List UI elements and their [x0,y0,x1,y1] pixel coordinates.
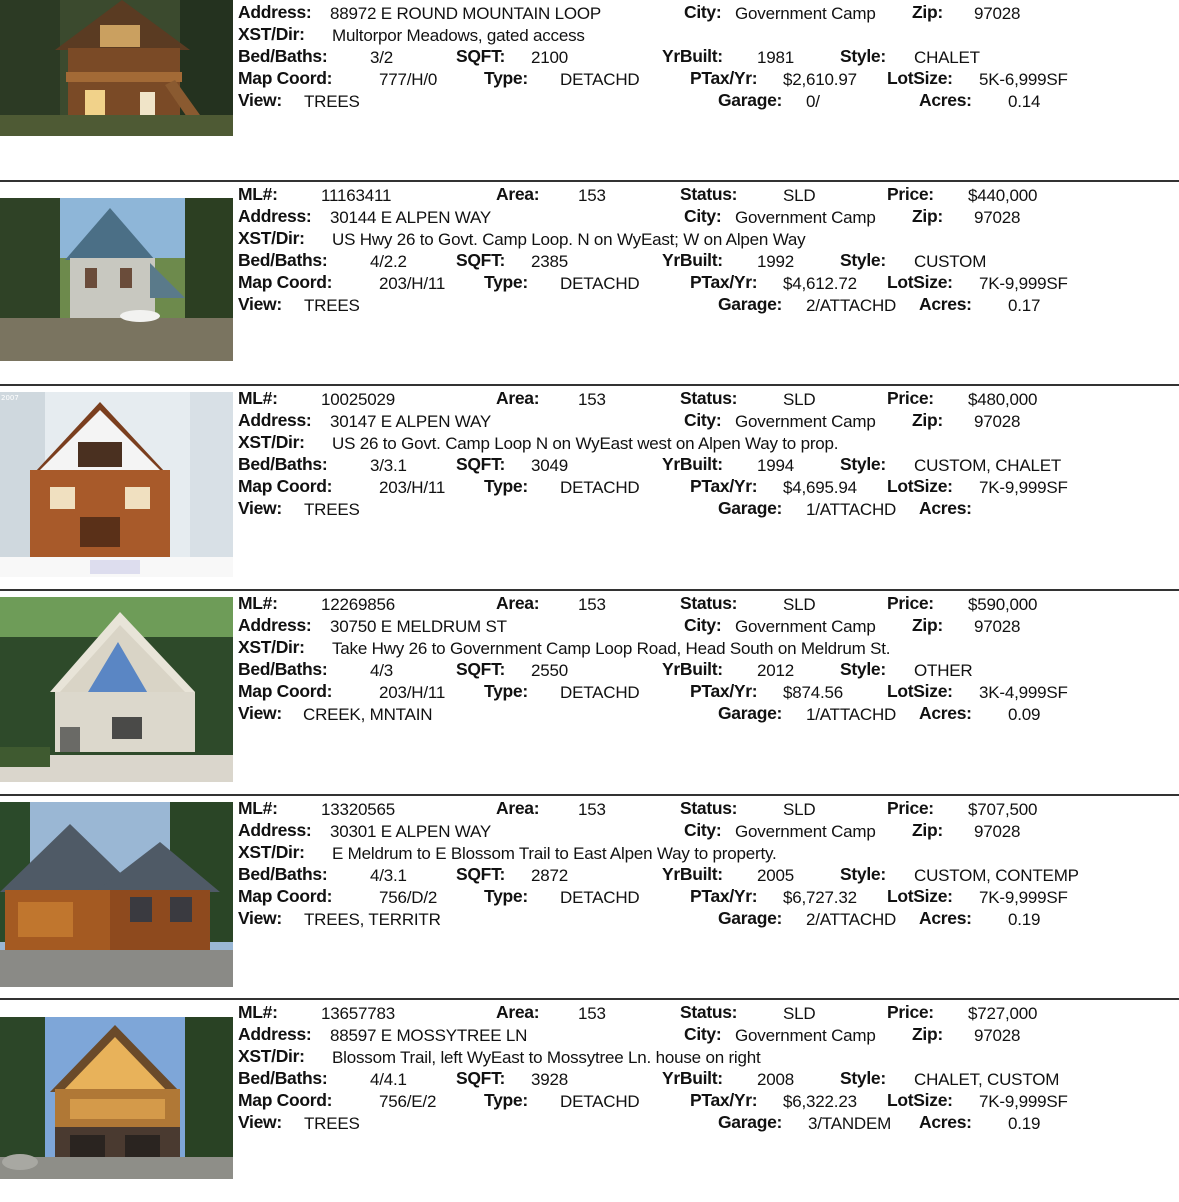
listing-photo[interactable] [0,802,233,987]
address-value: 30301 E ALPEN WAY [330,822,492,841]
price-value: $480,000 [968,390,1038,409]
view-label: View: [238,703,282,723]
yrbuilt-label: YrBuilt: [662,1068,723,1088]
lotsize-value: 7K-9,999SF [979,1092,1068,1111]
bedbaths-value: 4/3.1 [370,866,407,885]
mapcoord-label: Map Coord: [238,68,333,88]
xst-value: Blossom Trail, left WyEast to Mossytree Ln. house on right [332,1048,761,1067]
lotsize-label: LotSize: [887,1090,953,1110]
area-value: 153 [578,1004,606,1023]
mapcoord-value: 203/H/11 [379,274,446,293]
mapcoord-value: 756/D/2 [379,888,438,907]
city-value: Government Camp [735,4,876,23]
yrbuilt-label: YrBuilt: [662,46,723,66]
style-value: CHALET, CUSTOM [914,1070,1060,1089]
view-label: View: [238,294,282,314]
mapcoord-label: Map Coord: [238,1090,333,1110]
yrbuilt-label: YrBuilt: [662,659,723,679]
address-value: 88972 E ROUND MOUNTAIN LOOP [330,4,602,23]
address-value: 30144 E ALPEN WAY [330,208,492,227]
xst-value: US Hwy 26 to Govt. Camp Loop. N on WyEast; W on Alpen Way [332,230,806,249]
ptax-value: $2,610.97 [783,70,857,89]
price-label: Price: [887,388,934,408]
view-value: CREEK, MNTAIN [303,705,433,724]
yrbuilt-label: YrBuilt: [662,454,723,474]
type-label: Type: [484,681,528,701]
ptax-value: $6,727.32 [783,888,857,907]
type-label: Type: [484,476,528,496]
status-value: SLD [783,595,816,614]
zip-label: Zip: [912,206,943,226]
yrbuilt-label: YrBuilt: [662,864,723,884]
type-value: DETACHD [560,1092,640,1111]
house-photo-image [0,198,233,361]
garage-label: Garage: [718,908,783,928]
ml-label: ML#: [238,1002,278,1022]
garage-label: Garage: [718,498,783,518]
zip-value: 97028 [974,4,1021,23]
garage-value: 3/TANDEM [808,1114,892,1133]
acres-value: 0.19 [1008,1114,1041,1133]
listing-4 [0,589,1179,793]
style-label: Style: [840,250,886,270]
listing-divider [0,794,1179,796]
xst-value: E Meldrum to E Blossom Trail to East Alpen Way to property. [332,844,777,863]
listing-6 [0,998,1179,1202]
ptax-label: PTax/Yr: [690,1090,758,1110]
ptax-label: PTax/Yr: [690,68,758,88]
zip-value: 97028 [974,208,1021,227]
mapcoord-value: 203/H/11 [379,683,446,702]
city-label: City: [684,1024,722,1044]
sqft-value: 2385 [531,252,569,271]
city-value: Government Camp [735,822,876,841]
zip-value: 97028 [974,822,1021,841]
sqft-label: SQFT: [456,46,506,66]
zip-value: 97028 [974,1026,1021,1045]
address-value: 30147 E ALPEN WAY [330,412,492,431]
listing-divider [0,180,1179,182]
house-photo-image [0,0,233,136]
xst-label: XST/Dir: [238,842,305,862]
sqft-value: 2550 [531,661,569,680]
listing-1 [0,0,1179,184]
ptax-value: $6,322.23 [783,1092,857,1111]
city-label: City: [684,615,722,635]
bedbaths-value: 4/2.2 [370,252,407,271]
city-value: Government Camp [735,1026,876,1045]
city-value: Government Camp [735,617,876,636]
area-value: 153 [578,595,606,614]
type-label: Type: [484,1090,528,1110]
bedbaths-label: Bed/Baths: [238,864,328,884]
ml-value: 10025029 [321,390,396,409]
view-label: View: [238,1112,282,1132]
listing-5 [0,794,1179,998]
lotsize-label: LotSize: [887,886,953,906]
status-value: SLD [783,800,816,819]
address-label: Address: [238,410,312,430]
bedbaths-value: 3/2 [370,48,394,67]
lotsize-value: 7K-9,999SF [979,274,1068,293]
listing-divider [0,998,1179,1000]
view-value: TREES [304,92,360,111]
ml-label: ML#: [238,184,278,204]
type-label: Type: [484,272,528,292]
yrbuilt-value: 2012 [757,661,795,680]
view-label: View: [238,498,282,518]
xst-value: Take Hwy 26 to Government Camp Loop Road, Head South on Meldrum St. [332,639,891,658]
type-label: Type: [484,68,528,88]
price-label: Price: [887,798,934,818]
type-value: DETACHD [560,274,640,293]
view-value: TREES [304,500,360,519]
ptax-label: PTax/Yr: [690,476,758,496]
view-label: View: [238,90,282,110]
ptax-value: $874.56 [783,683,844,702]
type-value: DETACHD [560,683,640,702]
acres-value: 0.09 [1008,705,1041,724]
sqft-label: SQFT: [456,1068,506,1088]
house-photo-image [0,392,233,577]
lotsize-label: LotSize: [887,476,953,496]
acres-value: 0.14 [1008,92,1041,111]
bedbaths-value: 4/4.1 [370,1070,407,1089]
lotsize-label: LotSize: [887,681,953,701]
sqft-label: SQFT: [456,864,506,884]
xst-value: US 26 to Govt. Camp Loop N on WyEast west on Alpen Way to prop. [332,434,839,453]
style-value: CUSTOM, CHALET [914,456,1062,475]
acres-value: 0.19 [1008,910,1041,929]
yrbuilt-value: 2005 [757,866,795,885]
address-label: Address: [238,1024,312,1044]
style-value: CUSTOM [914,252,987,271]
type-label: Type: [484,886,528,906]
city-label: City: [684,410,722,430]
bedbaths-label: Bed/Baths: [238,46,328,66]
ptax-label: PTax/Yr: [690,681,758,701]
listing-3 [0,384,1179,588]
mapcoord-value: 777/H/0 [379,70,438,89]
listing-photo[interactable] [0,1017,233,1179]
xst-label: XST/Dir: [238,637,305,657]
zip-label: Zip: [912,1024,943,1044]
mapcoord-label: Map Coord: [238,476,333,496]
address-value: 88597 E MOSSYTREE LN [330,1026,528,1045]
xst-label: XST/Dir: [238,24,305,44]
zip-value: 97028 [974,412,1021,431]
sqft-value: 2100 [531,48,569,67]
yrbuilt-value: 1994 [757,456,795,475]
type-value: DETACHD [560,70,640,89]
sqft-label: SQFT: [456,659,506,679]
style-value: OTHER [914,661,973,680]
zip-value: 97028 [974,617,1021,636]
style-label: Style: [840,864,886,884]
area-label: Area: [496,1002,540,1022]
style-value: CHALET [914,48,980,67]
yrbuilt-value: 1992 [757,252,795,271]
ptax-value: $4,612.72 [783,274,857,293]
mapcoord-label: Map Coord: [238,272,333,292]
area-value: 153 [578,390,606,409]
style-label: Style: [840,46,886,66]
garage-label: Garage: [718,294,783,314]
city-label: City: [684,2,722,22]
xst-value: Multorpor Meadows, gated access [332,26,585,45]
mapcoord-label: Map Coord: [238,886,333,906]
city-value: Government Camp [735,412,876,431]
city-value: Government Camp [735,208,876,227]
acres-label: Acres: [919,294,972,314]
zip-label: Zip: [912,410,943,430]
style-label: Style: [840,1068,886,1088]
house-photo-image [0,597,233,782]
lotsize-value: 5K-6,999SF [979,70,1068,89]
area-label: Area: [496,184,540,204]
price-value: $727,000 [968,1004,1038,1023]
house-photo-image [0,1017,233,1179]
sqft-value: 2872 [531,866,569,885]
ptax-label: PTax/Yr: [690,272,758,292]
sqft-value: 3049 [531,456,569,475]
mapcoord-label: Map Coord: [238,681,333,701]
acres-label: Acres: [919,498,972,518]
status-label: Status: [680,1002,738,1022]
lotsize-value: 7K-9,999SF [979,888,1068,907]
status-value: SLD [783,1004,816,1023]
style-value: CUSTOM, CONTEMP [914,866,1079,885]
status-label: Status: [680,798,738,818]
listing-photo[interactable] [0,198,233,361]
listing-divider [0,589,1179,591]
price-value: $590,000 [968,595,1038,614]
photo-year-stamp: 2007 [1,394,19,402]
bedbaths-value: 4/3 [370,661,394,680]
view-value: TREES [304,296,360,315]
bedbaths-value: 3/3.1 [370,456,407,475]
acres-label: Acres: [919,703,972,723]
yrbuilt-value: 1981 [757,48,795,67]
address-label: Address: [238,615,312,635]
ml-value: 13320565 [321,800,396,819]
lotsize-value: 3K-4,999SF [979,683,1068,702]
status-label: Status: [680,593,738,613]
acres-label: Acres: [919,908,972,928]
style-label: Style: [840,659,886,679]
address-value: 30750 E MELDRUM ST [330,617,507,636]
price-label: Price: [887,593,934,613]
ml-value: 12269856 [321,595,396,614]
ml-label: ML#: [238,798,278,818]
lotsize-value: 7K-9,999SF [979,478,1068,497]
bedbaths-label: Bed/Baths: [238,250,328,270]
listing-photo[interactable] [0,597,233,782]
sqft-label: SQFT: [456,250,506,270]
ptax-value: $4,695.94 [783,478,857,497]
view-label: View: [238,908,282,928]
area-label: Area: [496,388,540,408]
lotsize-label: LotSize: [887,272,953,292]
garage-label: Garage: [718,703,783,723]
garage-value: 1/ATTACHD [806,705,897,724]
garage-label: Garage: [718,1112,783,1132]
area-label: Area: [496,798,540,818]
listing-divider [0,384,1179,386]
status-value: SLD [783,390,816,409]
listing-photo[interactable] [0,0,233,136]
acres-value: 0.17 [1008,296,1041,315]
city-label: City: [684,820,722,840]
status-label: Status: [680,388,738,408]
bedbaths-label: Bed/Baths: [238,1068,328,1088]
lotsize-label: LotSize: [887,68,953,88]
listing-photo[interactable] [0,392,233,577]
garage-value: 1/ATTACHD [806,500,897,519]
type-value: DETACHD [560,478,640,497]
listing-2 [0,180,1179,384]
status-value: SLD [783,186,816,205]
type-value: DETACHD [560,888,640,907]
view-value: TREES [304,1114,360,1133]
mapcoord-value: 756/E/2 [379,1092,437,1111]
style-label: Style: [840,454,886,474]
ml-label: ML#: [238,593,278,613]
address-label: Address: [238,820,312,840]
price-label: Price: [887,184,934,204]
zip-label: Zip: [912,2,943,22]
sqft-value: 3928 [531,1070,569,1089]
price-value: $440,000 [968,186,1038,205]
house-photo-image [0,802,233,987]
area-label: Area: [496,593,540,613]
xst-label: XST/Dir: [238,1046,305,1066]
yrbuilt-value: 2008 [757,1070,795,1089]
view-value: TREES, TERRITR [304,910,441,929]
ml-label: ML#: [238,388,278,408]
zip-label: Zip: [912,615,943,635]
mapcoord-value: 203/H/11 [379,478,446,497]
price-value: $707,500 [968,800,1038,819]
area-value: 153 [578,800,606,819]
xst-label: XST/Dir: [238,228,305,248]
address-label: Address: [238,2,312,22]
xst-label: XST/Dir: [238,432,305,452]
zip-label: Zip: [912,820,943,840]
ml-value: 13657783 [321,1004,396,1023]
ptax-label: PTax/Yr: [690,886,758,906]
acres-label: Acres: [919,1112,972,1132]
city-label: City: [684,206,722,226]
garage-value: 2/ATTACHD [806,910,897,929]
bedbaths-label: Bed/Baths: [238,659,328,679]
ml-value: 11163411 [321,186,392,205]
area-value: 153 [578,186,606,205]
garage-value: 0/ [806,92,820,111]
garage-value: 2/ATTACHD [806,296,897,315]
bedbaths-label: Bed/Baths: [238,454,328,474]
acres-label: Acres: [919,90,972,110]
garage-label: Garage: [718,90,783,110]
sqft-label: SQFT: [456,454,506,474]
yrbuilt-label: YrBuilt: [662,250,723,270]
price-label: Price: [887,1002,934,1022]
status-label: Status: [680,184,738,204]
address-label: Address: [238,206,312,226]
